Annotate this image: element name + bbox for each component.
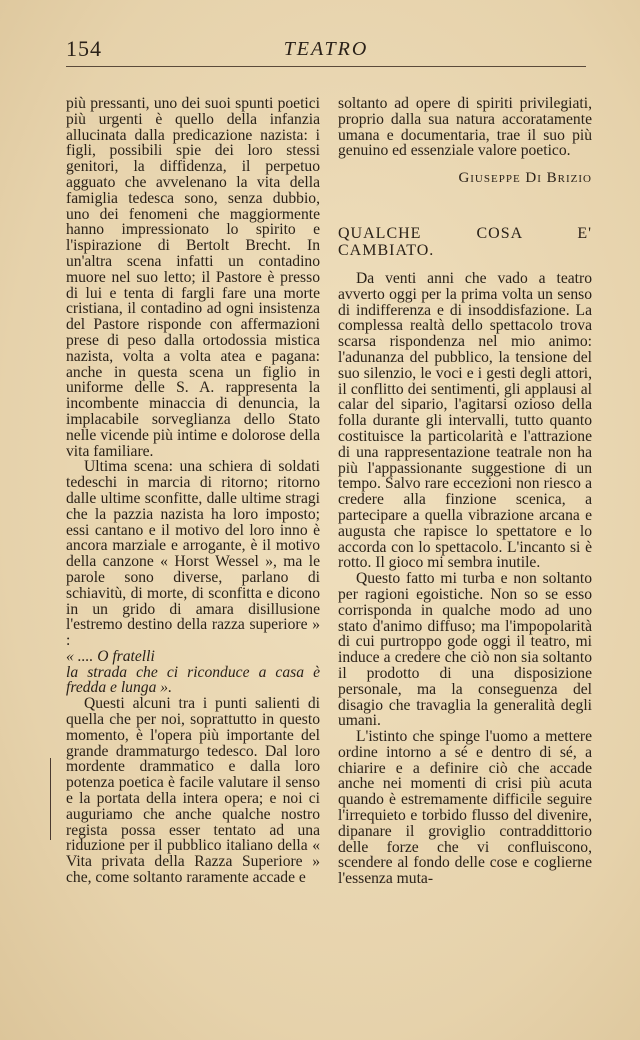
section-title: QUALCHE COSA E' CAMBIATO. bbox=[338, 224, 592, 259]
running-head: TEATRO bbox=[283, 38, 369, 60]
right-paragraph-4: L'istinto che spinge l'uomo a mettere ordine intorno a sé e dentro di sé, a chiarire e a definire ciò che accade anche nei momenti di crisi più acuta quando è estremamente difficile seguire l'irrequieto e torbido flusso del divenire, dipanare il groviglio contraddittorio delle forze che vi confluiscono, scendere al fondo delle cose e coglierne l'essenza muta- bbox=[338, 728, 592, 888]
left-paragraph-2: Ultima scena: una schiera di soldati tedeschi in marcia di ritorno; ritorno dalle ultime sconfitte, dalle ultime stragi che la pazzia nazista ha loro imposto; essi cantano e il motivo del loro inno è ancora marziale e arrogante, è il motivo della canzone « Horst Wessel », ma le parole sono diverse, parlano di schiavitù, di morte, di sconfitta e dicono in un grido di amara disillusione l'estremo destino della razza superiore » : bbox=[66, 458, 320, 650]
quote-line-1: « .... O fratelli bbox=[66, 647, 155, 665]
margin-pencil-mark bbox=[50, 758, 51, 840]
left-paragraph-1: più pressanti, uno dei suoi spunti poetici più urgenti è quello della infanzia allucinata dalla predicazione nazista: i figli, possibili spie dei loro stessi genitori, la diffidenza, il perpetuo agguato che avvelenano la vita della famiglia tedesca sono, senza dubbio, uno dei fenomeni che maggiormente hanno impressionato lo spirito e l'ispirazione di Bertolt Brecht. In un'altra scena infatti un contadino muore nel suo letto; il Pastore è presso di lui e tenta di fargli fare una morte cristiana, il contadino ad ogni insistenza del Pastore risponde con affermazioni prese di peso dalla ortodossia mistica nazista, volta a volta atea e pagana: anche in questa scena un figlio in uniforme delle S. A. rappresenta la incombente minaccia di denuncia, la implacabile sorveglianza dello Stato nelle vicende più intime e dolorose della vita familiare. bbox=[66, 95, 320, 460]
page-number: 154 bbox=[66, 36, 102, 61]
page-header bbox=[66, 36, 586, 66]
quote-line-2: la strada che ci riconduce a casa è fredda e lunga ». bbox=[66, 663, 320, 697]
header-rule bbox=[66, 66, 586, 67]
left-paragraph-3: Questi alcuni tra i punti salienti di quella che per noi, soprattutto in questo momento, è l'opera più importante del grande drammaturgo tedesco. Dal loro mordente drammatico e dalla loro potenza poetica è facile valutare il senso e la portata della intera opera; e noi ci auguriamo che anche qualche nostro regista possa esser tentato ad una riduzione per il pubblico italiano della « Vita privata della Razza Superiore » che, come soltanto raramente accade e bbox=[66, 695, 320, 887]
right-paragraph-3: Questo fatto mi turba e non soltanto per ragioni egoistiche. Non so se esso corrisponda in qualche modo ad uno stato d'animo diffuso; ma l'impopolarità di cui purtroppo gode oggi il teatro, mi induce a credere che ciò non sia soltanto il prodotto di una disposizione personale, ma la conseguenza del disagio che travaglia la generalità degli umani. bbox=[338, 570, 592, 730]
song-quote bbox=[66, 649, 320, 696]
left-column bbox=[66, 96, 320, 886]
right-column bbox=[338, 96, 592, 887]
author-signature: Giuseppe Di Brizio bbox=[458, 170, 592, 187]
right-paragraph-1: soltanto ad opere di spiriti privilegiati, proprio dalla sua natura accoratamente umana e documentaria, trae il suo più genuino ed essenziale valore poetico. bbox=[338, 95, 592, 160]
right-paragraph-2: Da venti anni che vado a teatro avverto oggi per la prima volta un senso di indifferenza e di insoddisfazione. La complessa realtà dello spettacolo trova scarsa rispondenza nel mio animo: l'adunanza del pubblico, la tensione del suo silenzio, le voci e i gesti degli attori, il conflitto dei sentimenti, gli applausi al calar del sipario, l'agitarsi ozioso della folla durante gli intervalli, tutto quanto costituisce la particolarità e l'attrazione di una rappresentazione teatrale non ha più l'appassionante suggestione di un tempo. Salvo rare eccezioni non riesco a credere alla finzione scenica, a partecipare a quella vibrazione arcana e augusta che rapisce lo spettatore e lo accorda con lo spettacolo. L'incanto si è rotto. Il gioco mi sembra inutile. bbox=[338, 269, 592, 572]
